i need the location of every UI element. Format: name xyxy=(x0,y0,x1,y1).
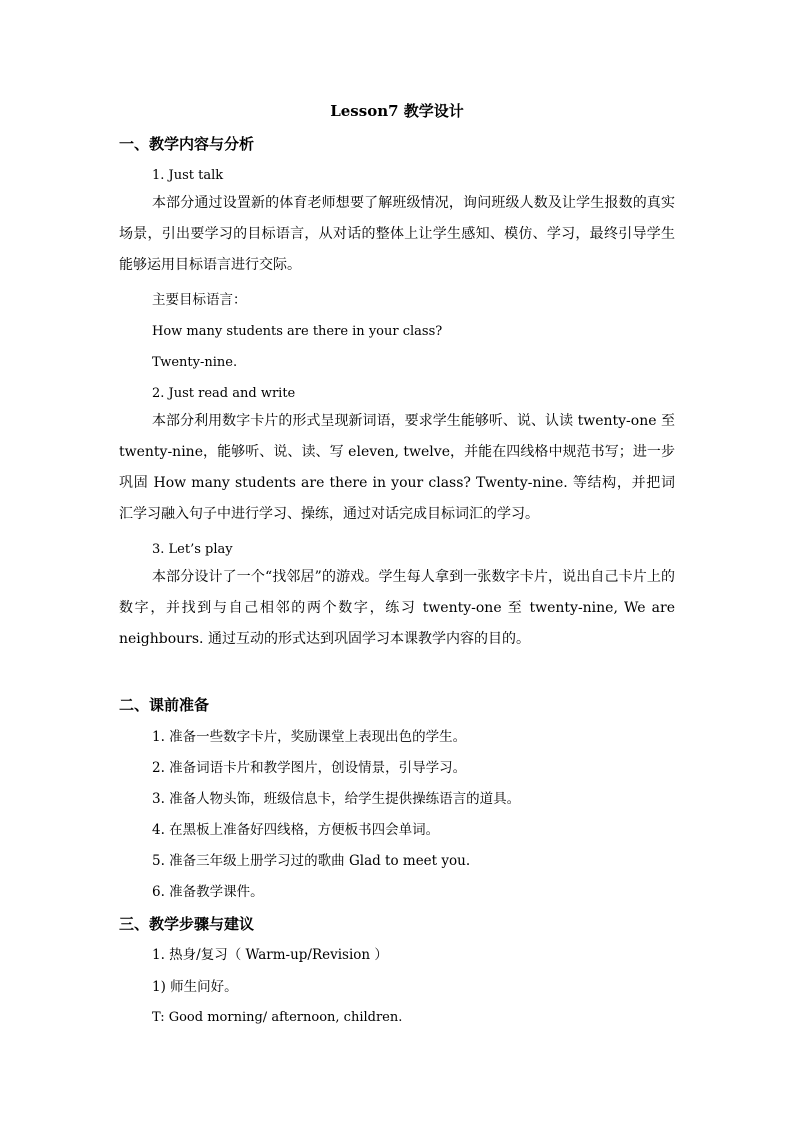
section-heading-preparation: 二、课前准备 xyxy=(119,696,210,714)
prep-item-1: 1. 准备一些数字卡片，奖励课堂上表现出色的学生。 xyxy=(152,729,467,745)
section-heading-content-analysis: 一、教学内容与分析 xyxy=(119,135,255,153)
target-language-answer: Twenty-nine. xyxy=(152,355,238,370)
item-just-talk-title: 1. Just talk xyxy=(152,168,224,183)
section-heading-teaching-steps: 三、教学步骤与建议 xyxy=(119,915,255,933)
page-title: Lesson7 教学设计 xyxy=(330,102,464,120)
step-warm-up: 1. 热身/复习（ Warm-up/Revision ） xyxy=(152,947,388,963)
paragraph-read-write: 本部分利用数字卡片的形式呈现新词语，要求学生能够听、说、认读 twenty-one 至 twenty-nine，能够听、说、读、写 eleven, twelve，并能在四线格中规范书写；进一步巩固 How many students are there in your class? Twenty-nine. 等结构，并把词汇学习融入句子中进行学习、操练，通过对话完成目标词汇的学习。 xyxy=(119,413,675,522)
paragraph-lets-play: 本部分设计了一个“找邻居”的游戏。学生每人拿到一张数字卡片，说出自己卡片上的数字，并找到与自己相邻的两个数字，练习 twenty-one 至 twenty-nine, We are neighbours. 通过互动的形式达到巩固学习本课教学内容的目的。 xyxy=(119,569,675,647)
prep-item-6: 6. 准备教学课件。 xyxy=(152,884,264,900)
item-lets-play-title: 3. Let’s play xyxy=(152,542,233,557)
prep-item-2: 2. 准备词语卡片和教学图片，创设情景，引导学习。 xyxy=(152,760,467,776)
target-language-label: 主要目标语言： xyxy=(152,292,247,308)
step-greeting: 1) 师生问好。 xyxy=(152,979,238,995)
target-language-question: How many students are there in your class? xyxy=(152,324,443,339)
paragraph-just-talk: 本部分通过设置新的体育老师想要了解班级情况，询问班级人数及让学生报数的真实场景，引出要学习的目标语言，从对话的整体上让学生感知、模仿、学习，最终引导学生能够运用目标语言进行交际。 xyxy=(119,195,675,273)
prep-item-3: 3. 准备人物头饰，班级信息卡，给学生提供操练语言的道具。 xyxy=(152,791,521,807)
prep-item-4: 4. 在黑板上准备好四线格，方便板书四会单词。 xyxy=(152,822,440,838)
prep-item-5: 5. 准备三年级上册学习过的歌曲 Glad to meet you. xyxy=(152,853,471,869)
teacher-line: T: Good morning/ afternoon, children. xyxy=(152,1010,403,1025)
item-read-write-title: 2. Just read and write xyxy=(152,386,296,401)
